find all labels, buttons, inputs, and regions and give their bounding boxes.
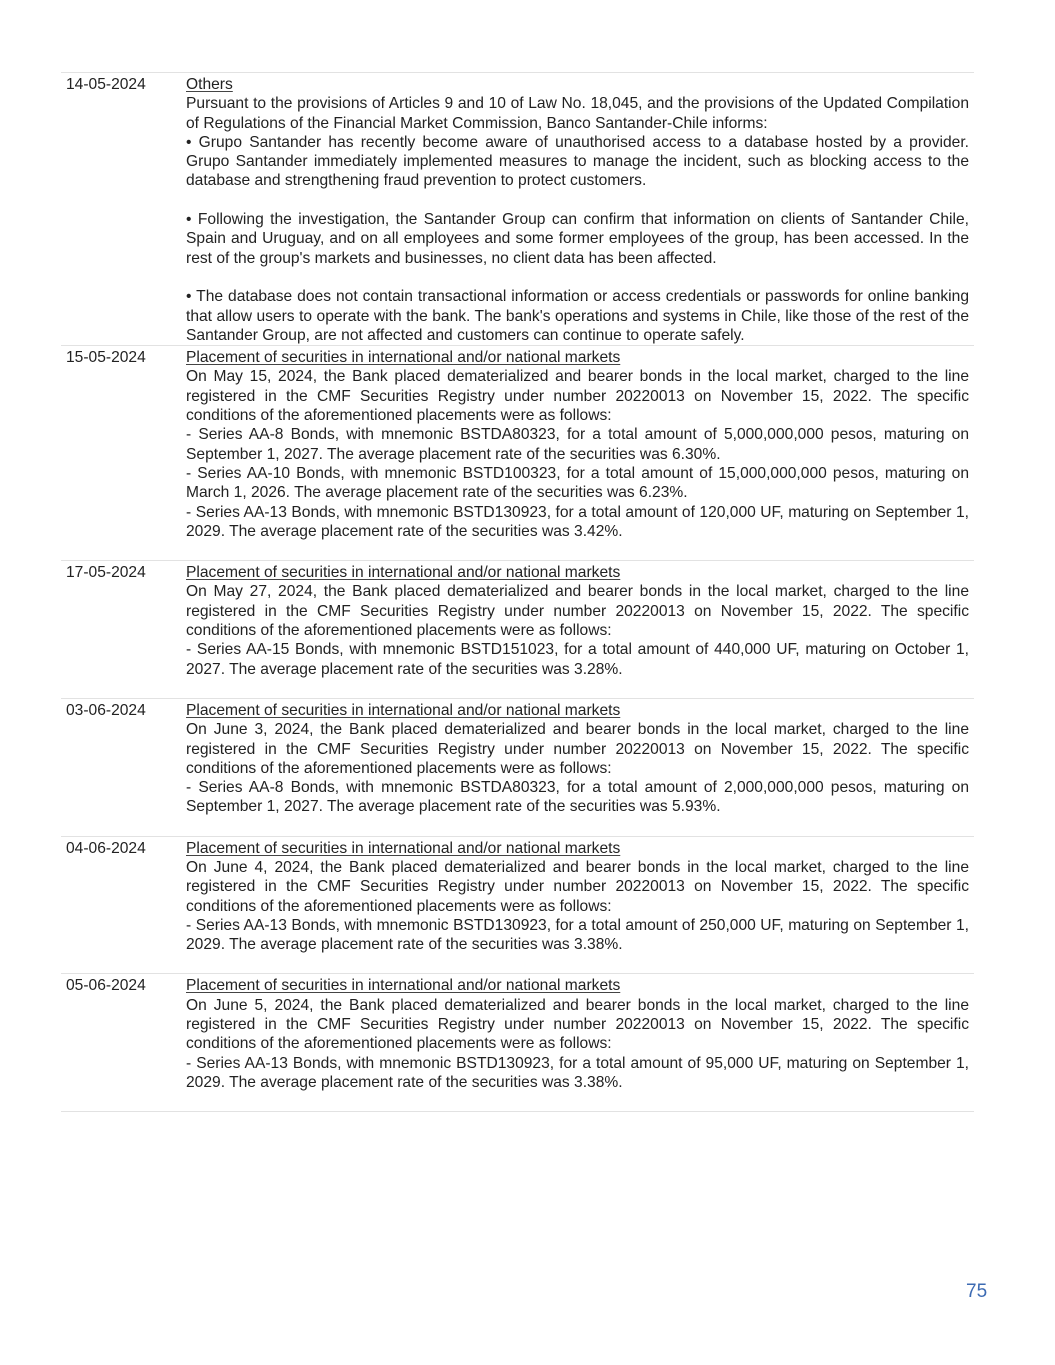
entry-title: Placement of securities in international and/or national markets	[186, 977, 621, 995]
entry-paragraph: Pursuant to the provisions of Articles 9 and 10 of Law No. 18,045, and the provisions of the Updated Compilation of Regulations of the Financial Market Commission, Banco Santander-Chile informs:	[186, 95, 969, 132]
entry-title: Placement of securities in international and/or national markets	[186, 701, 621, 719]
table-row	[61, 73, 974, 346]
entry-content	[186, 563, 969, 698]
entry-paragraph: On June 5, 2024, the Bank placed dematerialized and bearer bonds in the local market, charged to the line registered in the CMF Securities Registry under number 20220013 on November 15, 2022. The specific conditions of the aforementioned placements were as follows:	[186, 996, 969, 1053]
entry-bullet: • Grupo Santander has recently become aware of unauthorised access to a database hosted by a provider. Grupo Santander immediately implemented measures to manage the incident, such as blocking access to the database and strengthening fraud prevention to protect customers.	[186, 133, 969, 190]
entry-content	[186, 348, 969, 560]
entry-paragraph: On June 3, 2024, the Bank placed dematerialized and bearer bonds in the local market, charged to the line registered in the CMF Securities Registry under number 20220013 on November 15, 2022. The specific conditions of the aforementioned placements were as follows:	[186, 721, 969, 777]
entry-paragraph: On June 4, 2024, the Bank placed dematerialized and bearer bonds in the local market, charged to the line registered in the CMF Securities Registry under number 20220013 on November 15, 2022. The specific conditions of the aforementioned placements were as follows:	[186, 858, 969, 915]
table-row	[61, 699, 974, 837]
table-row	[61, 346, 974, 561]
entry-content	[186, 701, 969, 836]
entry-bond-item: - Series AA-13 Bonds, with mnemonic BSTD130923, for a total amount of 95,000 UF, maturing on September 1, 2029. The average placement rate of the securities was 3.38%.	[186, 1054, 969, 1091]
entry-content	[186, 839, 969, 974]
table-row	[61, 561, 974, 699]
entry-bond-item: - Series AA-10 Bonds, with mnemonic BSTD100323, for a total amount of 15,000,000,000 pesos, maturing on March 1, 2026. The average placement rate of the securities was 6.23%.	[186, 464, 969, 502]
entry-bullet: • The database does not contain transactional information or access credentials or passwords for online banking that allow users to operate with the bank. The bank's operations and systems in Chile, like those of the rest of the Santander Group, are not affected and customers can continue to operate safely.	[186, 288, 969, 344]
entry-title: Placement of securities in international and/or national markets	[186, 839, 621, 857]
entry-date: 05-06-2024	[66, 977, 146, 995]
entry-paragraph: On May 27, 2024, the Bank placed dematerialized and bearer bonds in the local market, charged to the line registered in the CMF Securities Registry under number 20220013 on November 15, 2022. The specific conditions of the aforementioned placements were as follows:	[186, 583, 969, 640]
table-row	[61, 837, 974, 975]
entry-bullet: • Following the investigation, the Santander Group can confirm that information on clients of Santander Chile, Spain and Uruguay, and on all employees and some former employees of the group, has been accessed. In the rest of the group's markets and businesses, no client data has been affected.	[186, 211, 969, 267]
disclosures-table	[61, 72, 974, 1112]
entry-date: 04-06-2024	[66, 839, 146, 857]
entry-date: 15-05-2024	[66, 349, 146, 367]
entry-content	[186, 976, 969, 1111]
entry-paragraph: On May 15, 2024, the Bank placed dematerialized and bearer bonds in the local market, charged to the line registered in the CMF Securities Registry under number 20220013 on November 15, 2022. The specific conditions of the aforementioned placements were as follows:	[186, 368, 969, 425]
entry-date: 14-05-2024	[66, 76, 146, 93]
entry-bond-item: - Series AA-15 Bonds, with mnemonic BSTD151023, for a total amount of 440,000 UF, maturing on October 1, 2027. The average placement rate of the securities was 3.28%.	[186, 641, 969, 678]
entry-bond-item: - Series AA-13 Bonds, with mnemonic BSTD130923, for a total amount of 250,000 UF, maturing on September 1, 2029. The average placement rate of the securities was 3.38%.	[186, 916, 969, 954]
entry-bond-item: - Series AA-8 Bonds, with mnemonic BSTDA80323, for a total amount of 2,000,000,000 pesos, maturing on September 1, 2027. The average placement rate of the securities was 5.93%.	[186, 779, 969, 816]
page-number: 75	[966, 1281, 988, 1302]
entry-bond-item: - Series AA-13 Bonds, with mnemonic BSTD130923, for a total amount of 120,000 UF, maturing on September 1, 2029. The average placement rate of the securities was 3.42%.	[186, 503, 969, 540]
entry-title: Placement of securities in international and/or national markets	[186, 564, 621, 582]
table-row	[61, 974, 974, 1112]
entry-bond-item: - Series AA-8 Bonds, with mnemonic BSTDA80323, for a total amount of 5,000,000,000 pesos, maturing on September 1, 2027. The average placement rate of the securities was 6.30%.	[186, 426, 969, 463]
entry-title: Placement of securities in international and/or national markets	[186, 349, 621, 367]
entry-title: Others	[186, 76, 233, 93]
entry-date: 03-06-2024	[66, 701, 146, 719]
entry-content	[186, 75, 969, 345]
entry-date: 17-05-2024	[66, 564, 146, 582]
